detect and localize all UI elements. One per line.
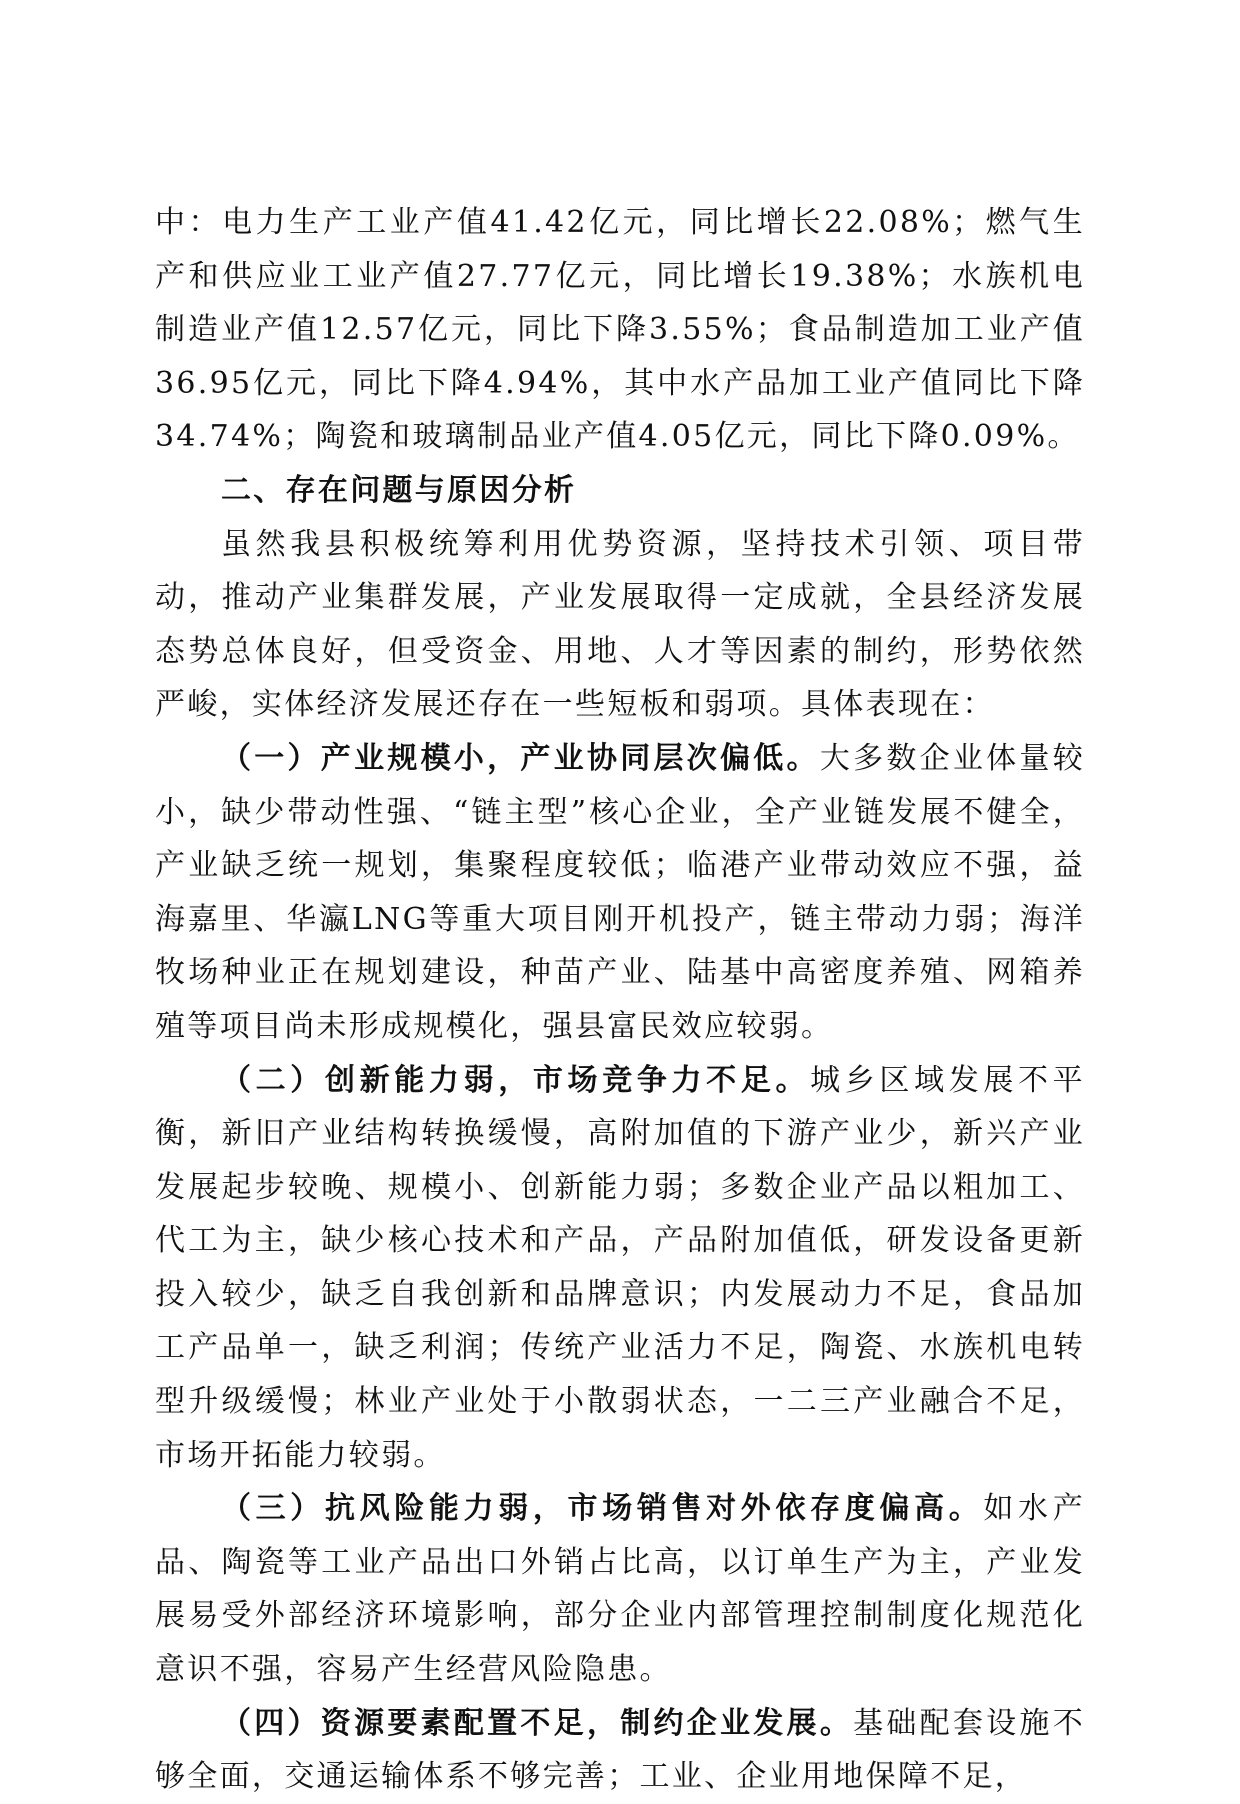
document-page — [155, 196, 1085, 1804]
issue-4-body: 基础配套设施不够全面，交通运输体系不够完善；工业、企业用地保障不足， — [155, 1705, 1085, 1795]
issue-1-title: （一）产业规模小，产业协同层次偏低。 — [221, 740, 820, 776]
paragraph-issue-3 — [155, 1482, 1085, 1696]
paragraph-industry-output: 中：电力生产工业产值41.42亿元，同比增长22.08%；燃气生产和供应业工业产值27.77亿元，同比增长19.38%；水族机电制造业产值12.57亿元，同比下降3.55%；食品制造加工业产值36.95亿元，同比下降4.94%，其中水产品加工业产值同比下降34.74%；陶瓷和玻璃制品业产值4.05亿元，同比下降0.09%。 — [155, 205, 1085, 455]
paragraph-intro: 虽然我县积极统筹利用优势资源，坚持技术引领、项目带动，推动产业集群发展，产业发展取得一定成就，全县经济发展态势总体良好，但受资金、用地、人才等因素的制约，形势依然严峻，实体经济发展还存在一些短板和弱项。具体表现在： — [155, 526, 1085, 723]
issue-3-title: （三）抗风险能力弱，市场销售对外依存度偏高。 — [221, 1491, 984, 1527]
issue-1-body: 大多数企业体量较小，缺少带动性强、“链主型”核心企业，全产业链发展不健全，产业缺乏统一规划，集聚程度较低；临港产业带动效应不强，益海嘉里、华瀛LNG等重大项目刚开机投产，链主带动力弱；海洋牧场种业正在规划建设，种苗产业、陆基中高密度养殖、网箱养殖等项目尚未形成规模化，强县富民效应较弱。 — [155, 740, 1086, 1044]
section-heading: 二、存在问题与原因分析 — [221, 472, 577, 508]
paragraph-issue-1 — [155, 732, 1085, 1054]
issue-3-body: 如水产品、陶瓷等工业产品出口外销占比高，以订单生产为主，产业发展易受外部经济环境影响，部分企业内部管理控制制度化规范化意识不强，容易产生经营风险隐患。 — [155, 1491, 1085, 1688]
paragraph-issue-4 — [155, 1697, 1085, 1804]
issue-2-body: 城乡区域发展不平衡，新旧产业结构转换缓慢，高附加值的下游产业少，新兴产业发展起步较晚、规模小、创新能力弱；多数企业产品以粗加工、代工为主，缺少核心技术和产品，产品附加值低，研发设备更新投入较少，缺乏自我创新和品牌意识；内发展动力不足，食品加工产品单一，缺乏利润；传统产业活力不足，陶瓷、水族机电转型升级缓慢；林业产业处于小散弱状态，一二三产业融合不足，市场开拓能力较弱。 — [155, 1062, 1085, 1473]
issue-4-title: （四）资源要素配置不足，制约企业发展。 — [221, 1705, 854, 1741]
issue-2-title: （二）创新能力弱，市场竞争力不足。 — [221, 1062, 811, 1098]
paragraph-issue-2 — [155, 1054, 1085, 1483]
